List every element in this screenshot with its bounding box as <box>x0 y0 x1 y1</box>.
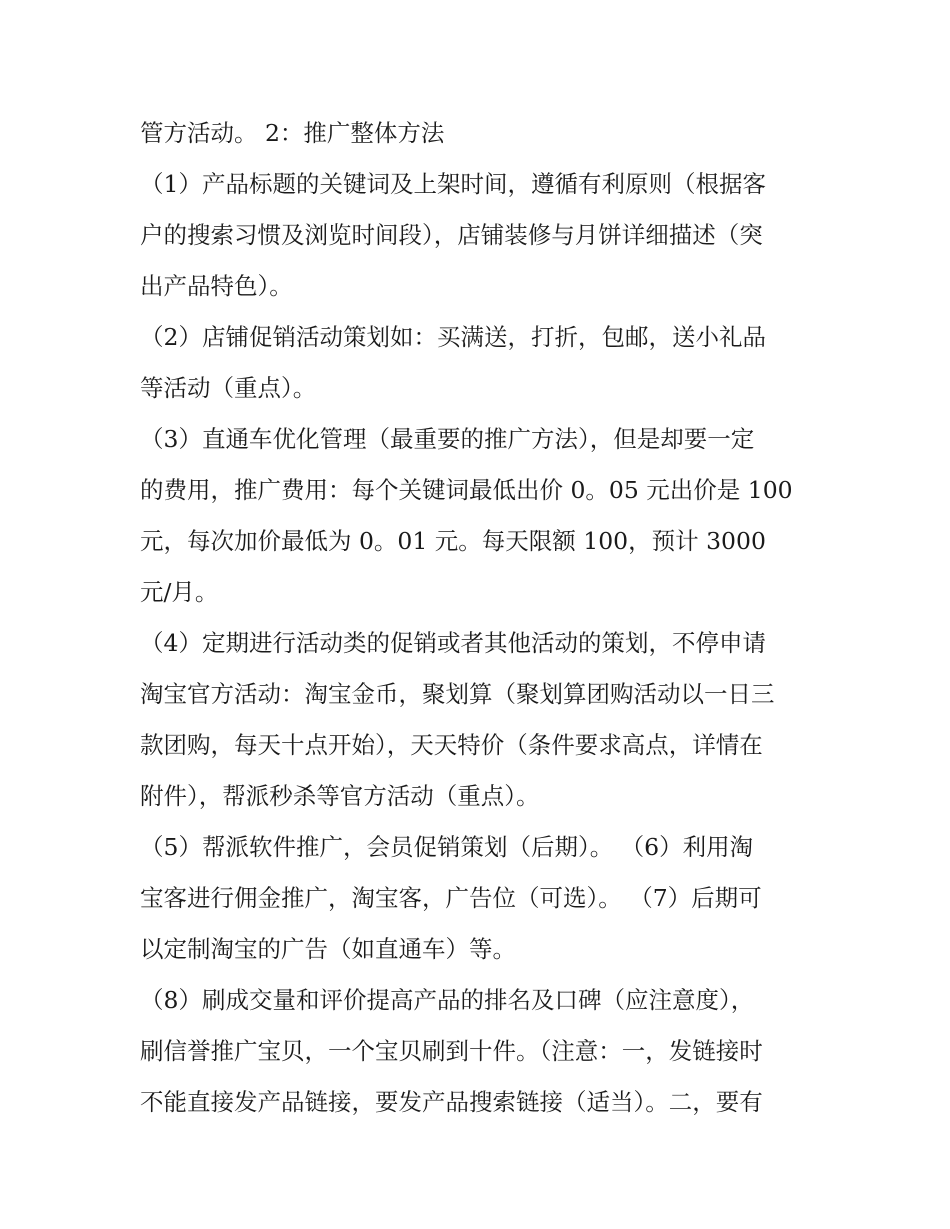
text-line: （2）店铺促销活动策划如：买满送，打折，包邮，送小礼品 <box>140 323 766 351</box>
text-line: 户的搜索习惯及浏览时间段），店铺装修与月饼详细描述（突 <box>140 221 763 249</box>
text-line: 等活动（重点）。 <box>140 374 317 402</box>
text-line: （3）直通车优化管理（最重要的推广方法），但是却要一定 <box>140 425 755 453</box>
text-line: 元，每次加价最低为 0。01 元。每天限额 100，预计 3000 <box>140 527 766 555</box>
text-line: （5）帮派软件推广，会员促销策划（后期）。 （6）利用淘 <box>140 833 754 861</box>
text-line: 管方活动。 2：推广整体方法 <box>140 119 445 147</box>
text-line: （4）定期进行活动类的促销或者其他活动的策划，不停申请 <box>140 629 766 657</box>
text-line: 出产品特色）。 <box>140 272 293 300</box>
text-line: 刷信誉推广宝贝，一个宝贝刷到十件。（注意：一，发链接时 <box>140 1037 763 1065</box>
text-line: 淘宝官方活动：淘宝金币，聚划算（聚划算团购活动以一日三 <box>140 680 775 708</box>
text-line: 款团购，每天十点开始），天天特价（条件要求高点，详情在 <box>140 731 763 759</box>
text-line: （8）刷成交量和评价提高产品的排名及口碑（应注意度）， <box>140 986 755 1014</box>
text-line: 不能直接发产品链接，要发产品搜索链接（适当）。二，要有 <box>140 1088 763 1116</box>
text-line: 的费用，推广费用：每个关键词最低出价 0。05 元出价是 100 <box>140 476 793 504</box>
text-line: 以定制淘宝的广告（如直通车）等。 <box>140 935 516 963</box>
text-line: （1）产品标题的关键词及上架时间，遵循有利原则（根据客 <box>140 170 766 198</box>
text-line: 附件），帮派秒杀等官方活动（重点）。 <box>140 782 540 810</box>
text-line: 宝客进行佣金推广，淘宝客，广告位（可选）。 （7）后期可 <box>140 884 762 912</box>
body-text <box>140 108 820 1128</box>
text-line: 元/月。 <box>140 578 219 606</box>
